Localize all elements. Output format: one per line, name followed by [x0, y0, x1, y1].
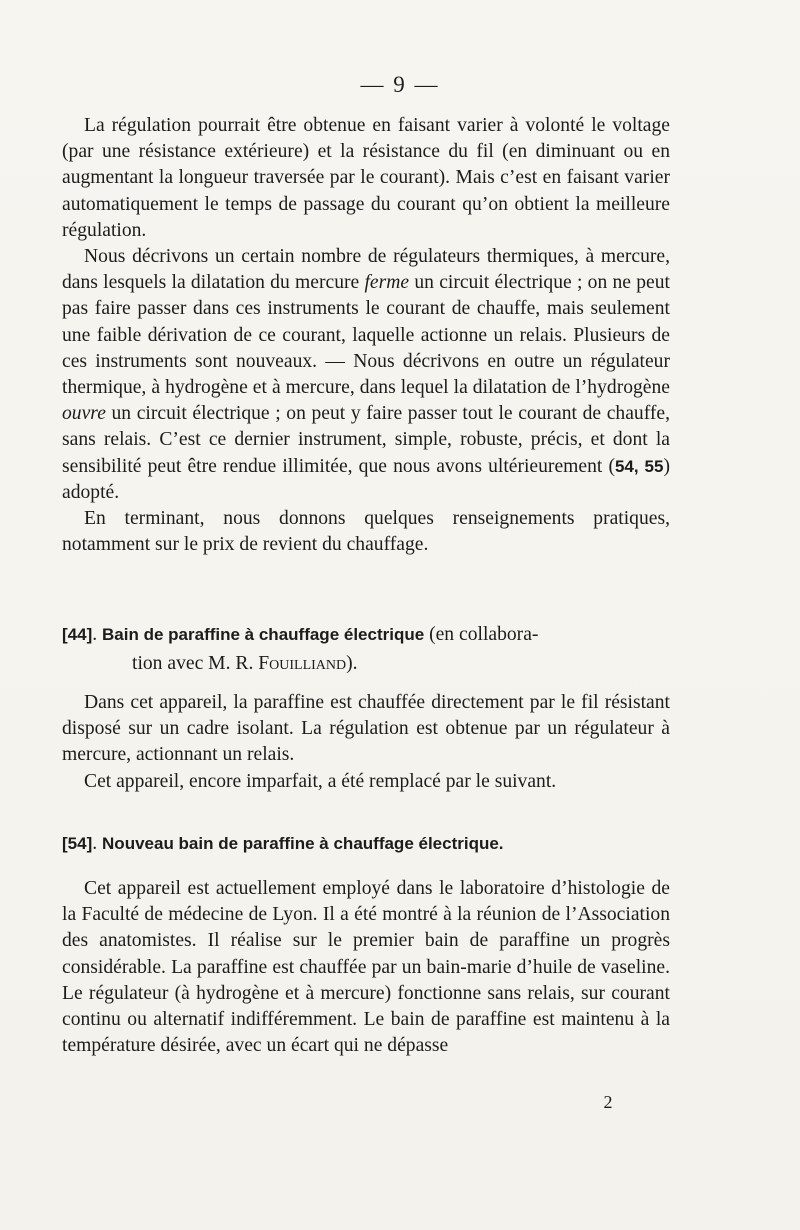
- text-run: ) adopté.: [62, 455, 670, 503]
- intro-text: [62, 113, 670, 558]
- paragraph: La régulation pourrait être obtenue en faisant varier à volonté le voltage (par une résistance extérieure) et la résistance du fil (en diminuant ou en augmentant la longueur traversée par le courant). Mais c’est en faisant varier automatiquement le temps de passage du courant qu’on obtient la meilleure régulation.: [62, 115, 670, 241]
- section-number: [54]: [62, 834, 93, 853]
- paragraph: En terminant, nous donnons quelques renseignements pratiques, notamment sur le prix de revient du chauffage.: [62, 508, 670, 556]
- section-number: [44]: [62, 625, 93, 644]
- section-heading-44: [44]. Bain de paraffine à chauffage électrique (en collabora- tion avec M. R. Fouilliand).: [62, 620, 672, 678]
- section-54-text: [62, 876, 670, 1059]
- signature-mark: 2: [603, 1092, 613, 1112]
- section-heading-54: [54]. Nouveau bain de paraffine à chauffage électrique.: [62, 833, 504, 854]
- heading-continuation: [62, 649, 672, 678]
- heading-collab: (en collabora-: [424, 624, 539, 645]
- section-title: Bain de paraffine à chauffage électrique: [102, 625, 425, 644]
- paragraph: Cet appareil est actuellement employé dans le laboratoire d’histologie de la Faculté de médecine de Lyon. Il a été montré à la réunion de l’Association des anatomistes. Il réalise sur le premier bain de paraffine un progrès considérable. La paraffine est chauffée par un bain-marie d’huile de vaseline. Le régulateur (à hydrogène et à mercure) fonctionne sans relais, sur courant continu ou alternatif indifféremment. Le bain de paraffine est maintenu à la température désirée, avec un écart qui ne dépasse: [62, 878, 670, 1057]
- text-run: Nous décrivons un certain nombre de régulateurs thermiques, à mercure, dans lesquels la dilatation du mercure: [62, 246, 670, 294]
- text-run: tion avec M. R.: [132, 653, 259, 674]
- text-run: ).: [346, 653, 358, 674]
- section-title: Nouveau bain de paraffine à chauffage électrique.: [102, 834, 504, 853]
- text-run: un circuit électrique ; on peut y faire passer tout le courant de chauffe, sans relais. C’est ce dernier instrument, simple, robuste, précis, et dont la sensibilité peut être rendue illimitée, que nous avons ultérieurement (: [62, 403, 670, 477]
- section-44-text: [62, 690, 670, 795]
- emphasis-text: ouvre: [62, 403, 106, 425]
- author-name: Fouilliand: [258, 653, 347, 674]
- page-number: — 9 —: [360, 72, 440, 97]
- reference-number: 54, 55: [614, 456, 664, 476]
- paragraph: [62, 244, 670, 506]
- paragraph: Dans cet appareil, la paraffine est chauffée directement par le fil résistant disposé sur un cadre isolant. La régulation est obtenue par un régulateur à mercure, actionnant un relais.: [62, 692, 670, 766]
- emphasis-text: ferme: [364, 272, 410, 294]
- text-run: un circuit électrique ; on ne peut pas faire passer dans ces instruments le courant de chauffe, mais seulement une faible dérivation de ce courant, laquelle actionne un relais. Plusieurs de ces instruments sont nouveaux. — Nous décrivons en outre un régulateur thermique, à hydrogène et à mercure, dans lequel la dilatation de l’hydrogène: [62, 272, 670, 399]
- paragraph: Cet appareil, encore imparfait, a été remplacé par le suivant.: [84, 770, 557, 792]
